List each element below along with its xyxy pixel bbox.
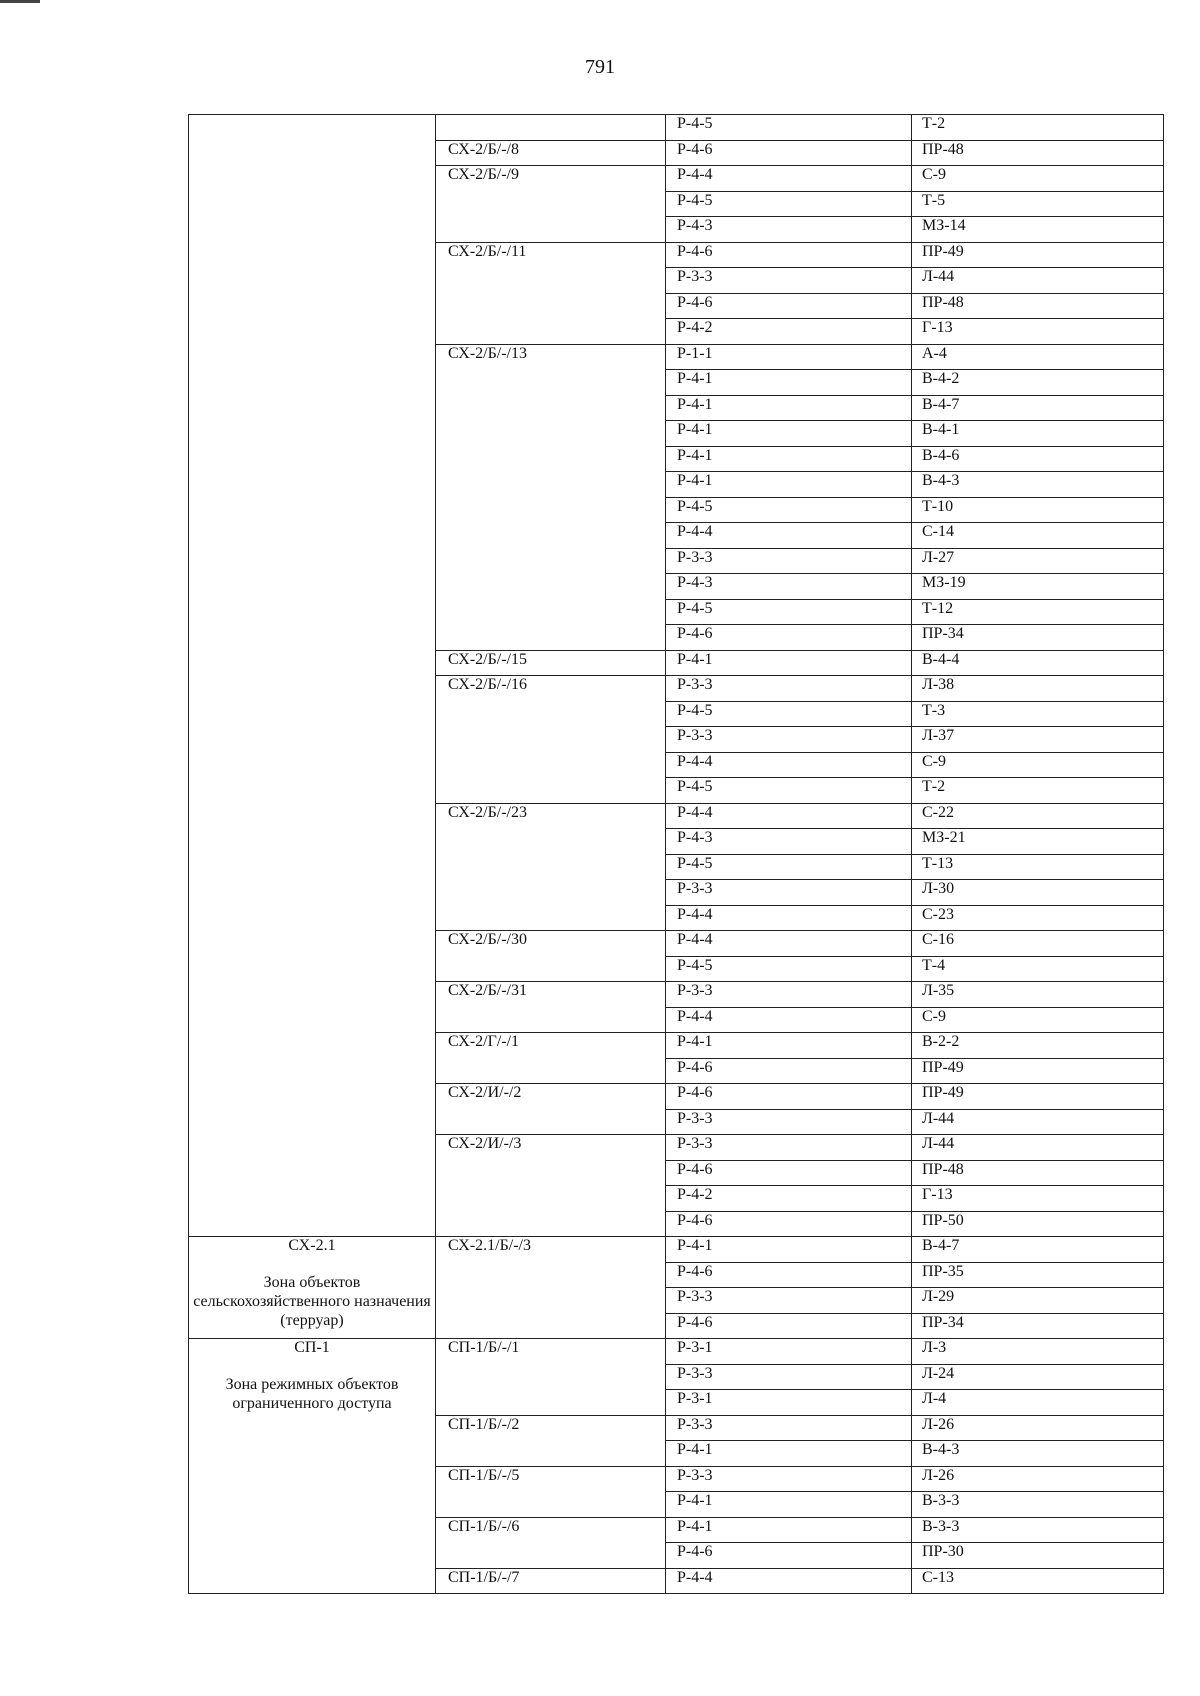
object-code-cell: ПР-49: [912, 242, 1164, 268]
zone-description: Зона объектов сельскохозяйственного назначения (терруар): [193, 1274, 431, 1329]
object-code-cell: В-3-3: [912, 1492, 1164, 1518]
regulation-code-cell: Р-3-3: [666, 727, 912, 753]
zone-code: СХ-2.1: [288, 1237, 336, 1254]
regulation-code-cell: Р-4-6: [666, 140, 912, 166]
regulation-code-cell: Р-1-1: [666, 344, 912, 370]
zone-code: СП-1: [294, 1339, 330, 1356]
object-code-cell: Т-2: [912, 778, 1164, 804]
object-code-cell: В-2-2: [912, 1033, 1164, 1059]
object-code-cell: В-3-3: [912, 1517, 1164, 1543]
regulation-code-cell: Р-4-3: [666, 217, 912, 243]
object-code-cell: Л-44: [912, 1135, 1164, 1161]
regulation-code-cell: Р-4-6: [666, 1084, 912, 1110]
regulation-code-cell: Р-4-4: [666, 166, 912, 192]
regulation-code-cell: Р-4-1: [666, 395, 912, 421]
subzone-cell: СП-1/Б/-/5: [436, 1466, 666, 1517]
object-code-cell: С-16: [912, 931, 1164, 957]
regulation-code-cell: Р-4-6: [666, 242, 912, 268]
object-code-cell: С-9: [912, 1007, 1164, 1033]
zone-cell: [189, 1339, 436, 1594]
regulation-code-cell: Р-4-1: [666, 446, 912, 472]
regulation-code-cell: Р-4-5: [666, 497, 912, 523]
subzone-cell: СХ-2/Б/-/15: [436, 650, 666, 676]
regulation-code-cell: Р-4-6: [666, 1211, 912, 1237]
object-code-cell: ПР-35: [912, 1262, 1164, 1288]
object-code-cell: С-9: [912, 166, 1164, 192]
regulation-code-cell: Р-3-3: [666, 1415, 912, 1441]
subzone-cell: СХ-2/Б/-/9: [436, 166, 666, 243]
object-code-cell: ПР-30: [912, 1543, 1164, 1569]
regulation-code-cell: Р-3-3: [666, 676, 912, 702]
subzone-cell: СП-1/Б/-/2: [436, 1415, 666, 1466]
regulation-code-cell: Р-4-4: [666, 1007, 912, 1033]
zone-cell: [189, 1237, 436, 1339]
regulation-code-cell: Р-4-1: [666, 370, 912, 396]
regulation-code-cell: Р-3-3: [666, 1364, 912, 1390]
subzone-cell: СХ-2/Б/-/11: [436, 242, 666, 344]
object-code-cell: Т-4: [912, 956, 1164, 982]
object-code-cell: Л-38: [912, 676, 1164, 702]
table-row: [189, 115, 1164, 141]
regulation-code-cell: Р-4-1: [666, 421, 912, 447]
object-code-cell: МЗ-21: [912, 829, 1164, 855]
regulation-code-cell: Р-4-2: [666, 1186, 912, 1212]
regulation-code-cell: Р-3-3: [666, 982, 912, 1008]
object-code-cell: В-4-2: [912, 370, 1164, 396]
regulation-code-cell: Р-4-5: [666, 701, 912, 727]
object-code-cell: Л-26: [912, 1466, 1164, 1492]
regulation-code-cell: Р-4-4: [666, 803, 912, 829]
object-code-cell: МЗ-14: [912, 217, 1164, 243]
regulation-code-cell: Р-4-3: [666, 829, 912, 855]
table-row: [189, 1237, 1164, 1263]
object-code-cell: Т-10: [912, 497, 1164, 523]
regulation-code-cell: Р-3-3: [666, 1466, 912, 1492]
regulation-code-cell: Р-3-3: [666, 548, 912, 574]
regulation-code-cell: Р-4-5: [666, 191, 912, 217]
zone-cell: [189, 115, 436, 1237]
regulation-code-cell: Р-3-1: [666, 1339, 912, 1365]
subzone-cell: СП-1/Б/-/6: [436, 1517, 666, 1568]
object-code-cell: Л-44: [912, 268, 1164, 294]
object-code-cell: ПР-48: [912, 140, 1164, 166]
object-code-cell: ПР-50: [912, 1211, 1164, 1237]
regulation-code-cell: Р-4-6: [666, 1160, 912, 1186]
subzone-cell: СХ-2/Б/-/8: [436, 140, 666, 166]
object-code-cell: ПР-49: [912, 1058, 1164, 1084]
object-code-cell: С-14: [912, 523, 1164, 549]
regulation-code-cell: Р-4-5: [666, 115, 912, 141]
object-code-cell: Л-27: [912, 548, 1164, 574]
object-code-cell: С-22: [912, 803, 1164, 829]
object-code-cell: Т-3: [912, 701, 1164, 727]
regulation-code-cell: Р-4-4: [666, 931, 912, 957]
object-code-cell: Л-3: [912, 1339, 1164, 1365]
regulation-code-cell: Р-4-6: [666, 1262, 912, 1288]
regulation-code-cell: Р-4-6: [666, 1313, 912, 1339]
regulation-code-cell: Р-4-6: [666, 293, 912, 319]
subzone-cell: СХ-2/Б/-/30: [436, 931, 666, 982]
table-row: [189, 1339, 1164, 1365]
subzone-cell: СХ-2/И/-/3: [436, 1135, 666, 1237]
regulation-code-cell: Р-3-3: [666, 268, 912, 294]
object-code-cell: Т-12: [912, 599, 1164, 625]
object-code-cell: В-4-6: [912, 446, 1164, 472]
object-code-cell: ПР-48: [912, 1160, 1164, 1186]
object-code-cell: Т-2: [912, 115, 1164, 141]
object-code-cell: Л-35: [912, 982, 1164, 1008]
regulation-code-cell: Р-4-5: [666, 956, 912, 982]
object-code-cell: В-4-7: [912, 395, 1164, 421]
regulation-code-cell: Р-3-3: [666, 1288, 912, 1314]
object-code-cell: Л-26: [912, 1415, 1164, 1441]
object-code-cell: В-4-3: [912, 1441, 1164, 1467]
subzone-cell: СХ-2/И/-/2: [436, 1084, 666, 1135]
regulation-code-cell: Р-4-1: [666, 1237, 912, 1263]
object-code-cell: Л-37: [912, 727, 1164, 753]
subzone-cell: СХ-2/Б/-/31: [436, 982, 666, 1033]
object-code-cell: Г-13: [912, 1186, 1164, 1212]
zones-table-body: [189, 115, 1164, 1594]
scan-corner-mark: [0, 0, 40, 3]
regulation-code-cell: Р-4-4: [666, 752, 912, 778]
regulation-code-cell: Р-4-5: [666, 599, 912, 625]
subzone-cell: [436, 115, 666, 141]
object-code-cell: МЗ-19: [912, 574, 1164, 600]
object-code-cell: С-23: [912, 905, 1164, 931]
object-code-cell: В-4-4: [912, 650, 1164, 676]
object-code-cell: ПР-34: [912, 1313, 1164, 1339]
subzone-cell: СХ-2.1/Б/-/3: [436, 1237, 666, 1339]
regulation-code-cell: Р-4-4: [666, 523, 912, 549]
regulation-code-cell: Р-4-3: [666, 574, 912, 600]
object-code-cell: Т-5: [912, 191, 1164, 217]
regulation-code-cell: Р-4-6: [666, 1543, 912, 1569]
subzone-cell: СП-1/Б/-/1: [436, 1339, 666, 1416]
regulation-code-cell: Р-4-1: [666, 1517, 912, 1543]
regulation-code-cell: Р-4-1: [666, 1492, 912, 1518]
object-code-cell: В-4-3: [912, 472, 1164, 498]
regulation-code-cell: Р-4-4: [666, 905, 912, 931]
page-number: 791: [585, 56, 615, 78]
object-code-cell: Л-30: [912, 880, 1164, 906]
object-code-cell: Л-44: [912, 1109, 1164, 1135]
regulation-code-cell: Р-4-1: [666, 472, 912, 498]
object-code-cell: Л-29: [912, 1288, 1164, 1314]
regulation-code-cell: Р-4-6: [666, 625, 912, 651]
object-code-cell: Г-13: [912, 319, 1164, 345]
zone-description: Зона режимных объектов ограниченного доступа: [225, 1376, 399, 1412]
subzone-cell: СХ-2/Б/-/23: [436, 803, 666, 931]
regulation-code-cell: Р-3-3: [666, 1109, 912, 1135]
subzone-cell: СП-1/Б/-/7: [436, 1568, 666, 1594]
object-code-cell: В-4-7: [912, 1237, 1164, 1263]
regulation-code-cell: Р-4-2: [666, 319, 912, 345]
object-code-cell: ПР-48: [912, 293, 1164, 319]
object-code-cell: Л-24: [912, 1364, 1164, 1390]
zones-table: [188, 114, 1164, 1594]
object-code-cell: С-13: [912, 1568, 1164, 1594]
regulation-code-cell: Р-4-5: [666, 854, 912, 880]
regulation-code-cell: Р-4-6: [666, 1058, 912, 1084]
object-code-cell: Л-4: [912, 1390, 1164, 1416]
regulation-code-cell: Р-4-5: [666, 778, 912, 804]
object-code-cell: В-4-1: [912, 421, 1164, 447]
regulation-code-cell: Р-4-1: [666, 1441, 912, 1467]
subzone-cell: СХ-2/Г/-/1: [436, 1033, 666, 1084]
regulation-code-cell: Р-4-1: [666, 1033, 912, 1059]
object-code-cell: ПР-34: [912, 625, 1164, 651]
regulation-code-cell: Р-4-4: [666, 1568, 912, 1594]
subzone-cell: СХ-2/Б/-/13: [436, 344, 666, 650]
object-code-cell: А-4: [912, 344, 1164, 370]
regulation-code-cell: Р-4-1: [666, 650, 912, 676]
subzone-cell: СХ-2/Б/-/16: [436, 676, 666, 804]
object-code-cell: Т-13: [912, 854, 1164, 880]
regulation-code-cell: Р-3-3: [666, 1135, 912, 1161]
object-code-cell: ПР-49: [912, 1084, 1164, 1110]
regulation-code-cell: Р-3-1: [666, 1390, 912, 1416]
object-code-cell: С-9: [912, 752, 1164, 778]
regulation-code-cell: Р-3-3: [666, 880, 912, 906]
